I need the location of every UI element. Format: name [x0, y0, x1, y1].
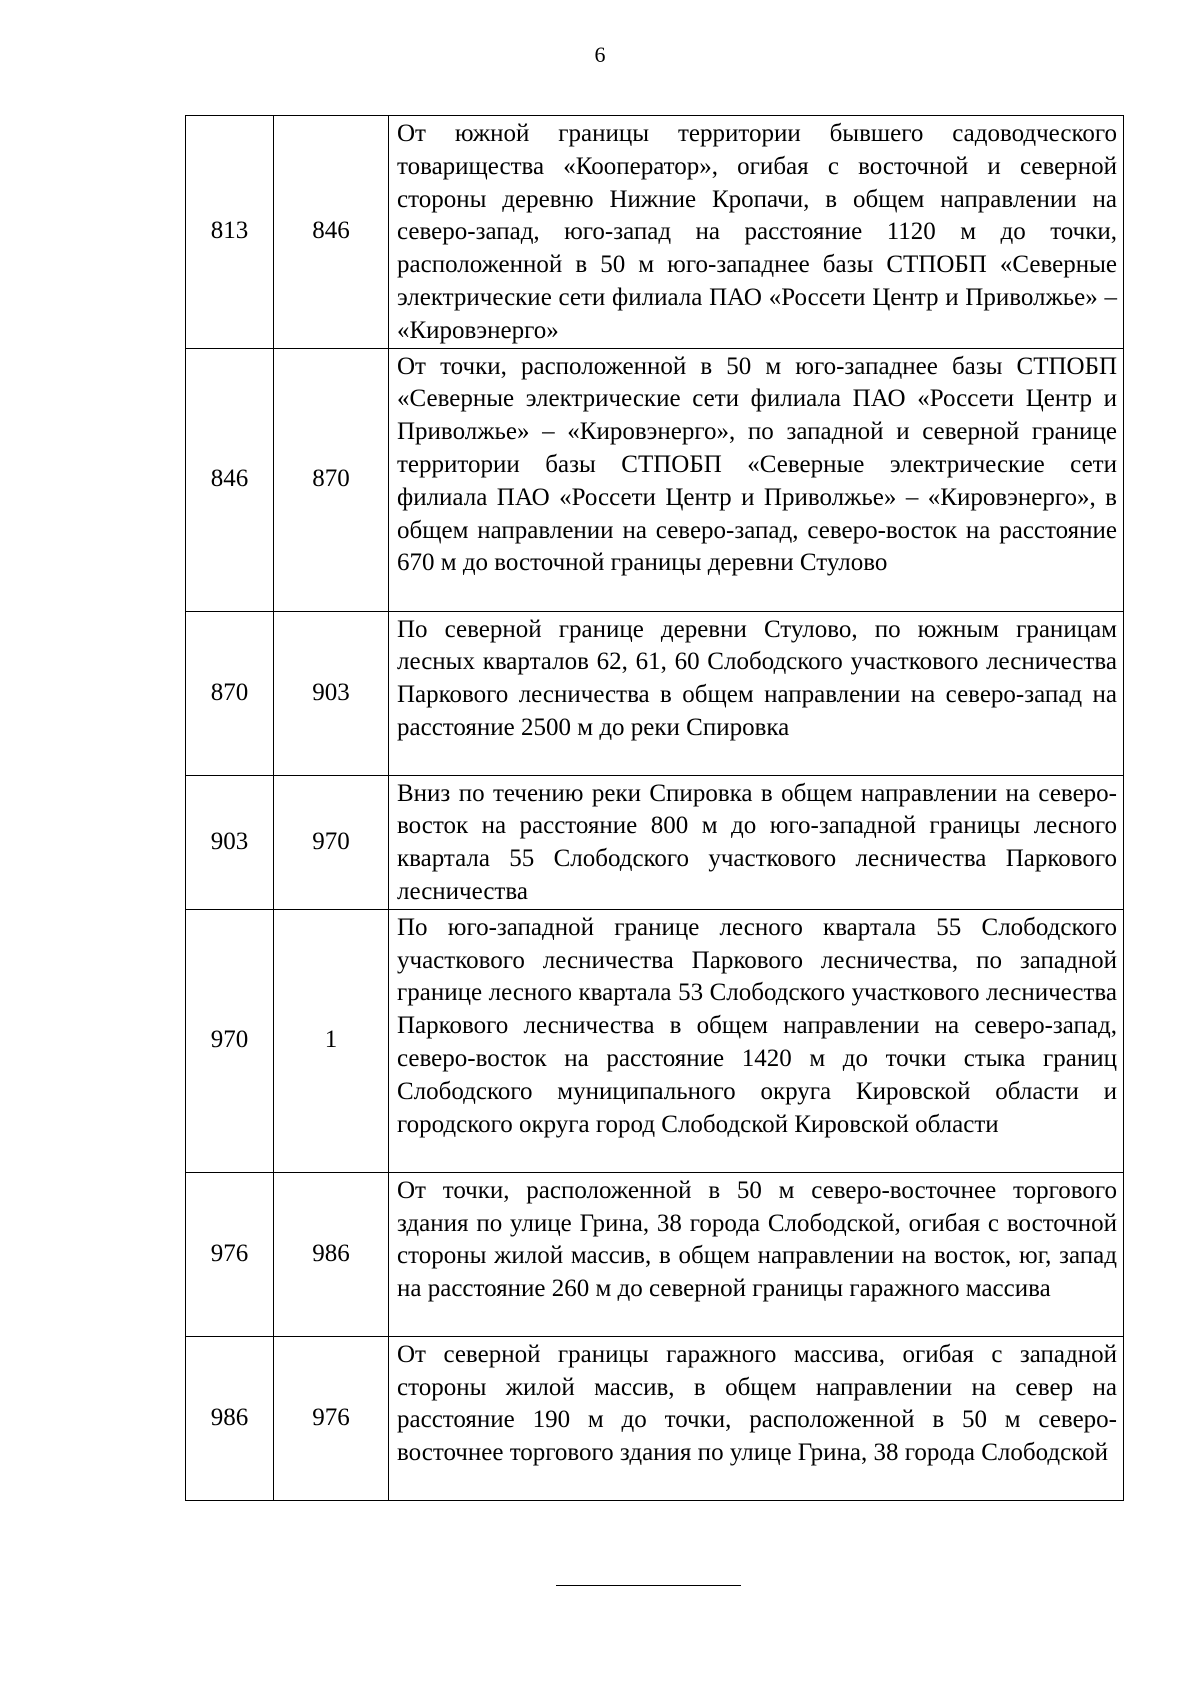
footer-divider — [556, 1585, 741, 1586]
point-from: 970 — [186, 909, 274, 1172]
point-from: 976 — [186, 1172, 274, 1336]
boundary-description: Вниз по течению реки Спировка в общем направлении на северо-восток на расстояние 800 м до юго-западной границы лесного квартала 55 Слободского участкового лесничества Паркового лесничества — [389, 775, 1124, 909]
table-row — [186, 909, 1124, 1172]
table-row — [186, 775, 1124, 909]
boundary-description: По северной границе деревни Стулово, по южным границам лесных кварталов 62, 61, 60 Слободского участкового лесничества Паркового лесничества в общем направлении на северо-запад на расстояние 2500 м до реки Спировка — [389, 611, 1124, 775]
table-row — [186, 348, 1124, 611]
boundary-description: По юго-западной границе лесного квартала 55 Слободского участкового лесничества Паркового лесничества, по западной границе лесного квартала 53 Слободского участкового лесничества Паркового лесничества в общем направлении на северо-запад, северо-восток на расстояние 1420 м до точки стыка границ Слободского муниципального округа Кировской области и городского округа город Слободской Кировской области — [389, 909, 1124, 1172]
table-row — [186, 1336, 1124, 1500]
point-to: 870 — [274, 348, 389, 611]
point-from: 903 — [186, 775, 274, 909]
point-to: 986 — [274, 1172, 389, 1336]
point-from: 870 — [186, 611, 274, 775]
point-to: 1 — [274, 909, 389, 1172]
point-from: 813 — [186, 116, 274, 349]
point-from: 846 — [186, 348, 274, 611]
point-to: 976 — [274, 1336, 389, 1500]
table-row — [186, 116, 1124, 349]
table-row — [186, 1172, 1124, 1336]
table-row — [186, 611, 1124, 775]
boundary-description: От южной границы территории бывшего садоводческого товарищества «Кооператор», огибая с восточной и северной стороны деревню Нижние Кропачи, в общем направлении на северо-запад, юго-запад на расстояние 1120 м до точки, расположенной в 50 м юго-западнее базы СТПОБП «Северные электрические сети филиала ПАО «Россети Центр и Приволжье» – «Кировэнерго» — [389, 116, 1124, 349]
point-to: 970 — [274, 775, 389, 909]
point-to: 903 — [274, 611, 389, 775]
point-to: 846 — [274, 116, 389, 349]
boundary-description: От северной границы гаражного массива, огибая с западной стороны жилой массив, в общем направлении на север на расстояние 190 м до точки, расположенной в 50 м северо-восточнее торгового здания по улице Грина, 38 города Слободской — [389, 1336, 1124, 1500]
point-from: 986 — [186, 1336, 274, 1500]
boundary-description-table — [185, 115, 1124, 1501]
boundary-description: От точки, расположенной в 50 м юго-западнее базы СТПОБП «Северные электрические сети филиала ПАО «Россети Центр и Приволжье» – «Кировэнерго», по западной и северной границе территории базы СТПОБП «Северные электрические сети филиала ПАО «Россети Центр и Приволжье» – «Кировэнерго», в общем направлении на северо-запад, северо-восток на расстояние 670 м до восточной границы деревни Стулово — [389, 348, 1124, 611]
page-number: 6 — [594, 42, 606, 67]
boundary-description: От точки, расположенной в 50 м северо-восточнее торгового здания по улице Грина, 38 города Слободской, огибая с восточной стороны жилой массив, в общем направлении на восток, юг, запад на расстояние 260 м до северной границы гаражного массива — [389, 1172, 1124, 1336]
